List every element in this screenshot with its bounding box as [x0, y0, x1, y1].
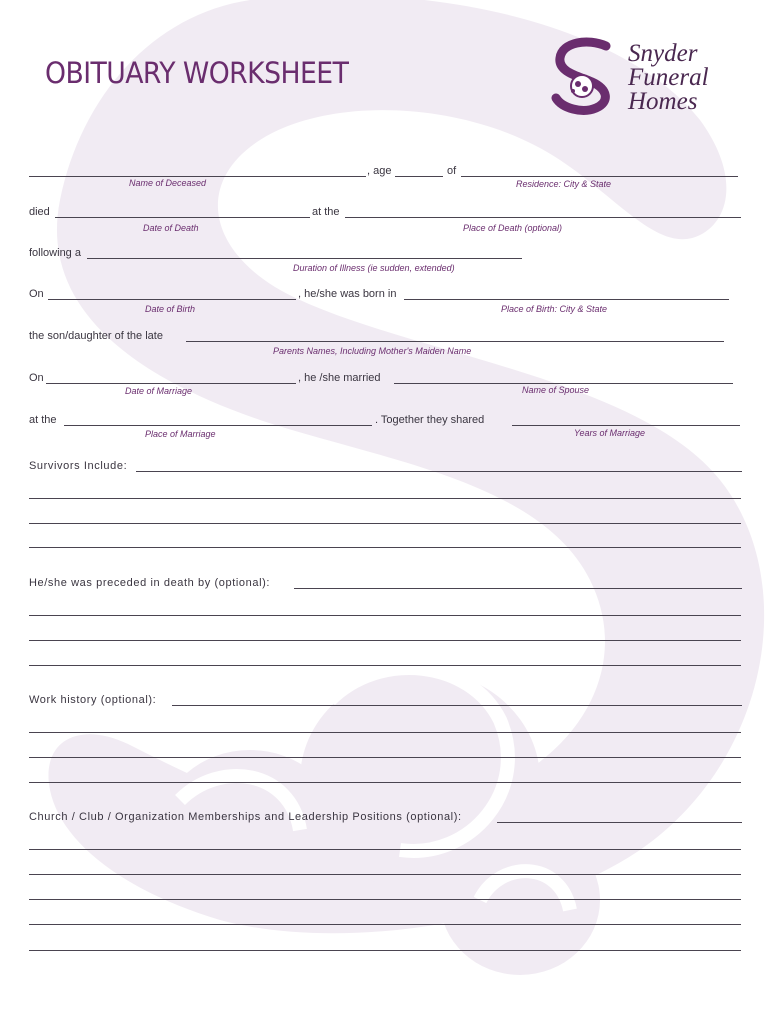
- work-field-1[interactable]: [172, 693, 742, 706]
- row-preceded: [0, 576, 770, 592]
- date-of-birth-caption: Date of Birth: [145, 304, 196, 314]
- preceded-label: He/she was preceded in death by (optional):: [29, 577, 271, 589]
- row-birth: [0, 287, 770, 303]
- preceded-field-3[interactable]: [29, 639, 741, 641]
- date-of-marriage-field[interactable]: [46, 371, 296, 384]
- place-of-marriage-field[interactable]: [64, 413, 372, 426]
- row-place-years: [0, 413, 770, 429]
- snyder-logo: [548, 36, 738, 116]
- church-field-1[interactable]: [497, 810, 742, 823]
- following-label: following a: [29, 247, 81, 259]
- row-illness: [0, 246, 770, 262]
- row-marriage: [0, 371, 770, 387]
- residence-caption: Residence: City & State: [516, 179, 612, 189]
- row-church: [0, 810, 770, 826]
- survivors-label: Survivors Include:: [29, 460, 128, 472]
- church-field-6[interactable]: [29, 949, 741, 951]
- work-field-4[interactable]: [29, 781, 741, 783]
- duration-caption: Duration of Illness (ie sudden, extended): [293, 263, 455, 273]
- church-field-4[interactable]: [29, 898, 741, 900]
- date-of-death-caption: Date of Death: [143, 223, 199, 233]
- together-label: . Together they shared: [375, 414, 485, 426]
- on2-label: On: [29, 372, 44, 384]
- of-label: of: [447, 165, 457, 177]
- spouse-caption: Name of Spouse: [522, 385, 590, 395]
- page-title: OBITUARY WORKSHEET: [45, 56, 349, 90]
- name-caption: Name of Deceased: [129, 178, 207, 188]
- date-of-marriage-caption: Date of Marriage: [125, 386, 193, 396]
- church-field-2[interactable]: [29, 848, 741, 850]
- born-in-label: , he/she was born in: [298, 288, 397, 300]
- logo-line-3: Homes: [628, 88, 698, 115]
- date-of-death-field[interactable]: [55, 205, 310, 218]
- preceded-field-4[interactable]: [29, 664, 741, 666]
- age-label: , age: [367, 165, 392, 177]
- years-caption: Years of Marriage: [574, 428, 646, 438]
- place-of-death-field[interactable]: [345, 205, 741, 218]
- spouse-name-field[interactable]: [394, 371, 733, 384]
- duration-of-illness-field[interactable]: [87, 246, 522, 259]
- married-label: , he /she married: [298, 372, 381, 384]
- years-of-marriage-field[interactable]: [512, 413, 740, 426]
- place-of-birth-caption: Place of Birth: City & State: [501, 304, 608, 314]
- row-work: [0, 693, 770, 709]
- at-the-label: at the: [312, 206, 340, 218]
- survivors-field-4[interactable]: [29, 546, 741, 548]
- place-of-birth-field[interactable]: [404, 287, 729, 300]
- died-label: died: [29, 206, 50, 218]
- parents-names-field[interactable]: [186, 329, 724, 342]
- name-of-deceased-field[interactable]: [29, 164, 366, 177]
- row-survivors: [0, 459, 770, 475]
- s-monogram-icon: [548, 36, 628, 116]
- survivors-field-3[interactable]: [29, 522, 741, 524]
- logo-line-1: Snyder: [628, 40, 698, 67]
- on-label: On: [29, 288, 44, 300]
- preceded-field-2[interactable]: [29, 614, 741, 616]
- church-label: Church / Club / Organization Memberships and Leadership Positions (optional):: [29, 811, 462, 823]
- preceded-field-1[interactable]: [294, 576, 742, 589]
- row-parents: [0, 329, 770, 345]
- survivors-field-2[interactable]: [29, 497, 741, 499]
- row-name-age-residence: [0, 164, 770, 180]
- work-label: Work history (optional):: [29, 694, 157, 706]
- place-of-death-caption: Place of Death (optional): [463, 223, 563, 233]
- parents-caption: Parents Names, Including Mother's Maiden Name: [273, 346, 472, 356]
- date-of-birth-field[interactable]: [48, 287, 296, 300]
- logo-line-2: Funeral: [628, 64, 709, 91]
- son-daughter-label: the son/daughter of the late: [29, 330, 163, 342]
- place-of-marriage-caption: Place of Marriage: [145, 429, 216, 439]
- church-field-5[interactable]: [29, 923, 741, 925]
- survivors-field-1[interactable]: [136, 459, 742, 472]
- church-field-3[interactable]: [29, 873, 741, 875]
- residence-field[interactable]: [461, 164, 738, 177]
- at-the2-label: at the: [29, 414, 57, 426]
- row-death: [0, 205, 770, 221]
- work-field-3[interactable]: [29, 756, 741, 758]
- work-field-2[interactable]: [29, 731, 741, 733]
- age-field[interactable]: [395, 164, 443, 177]
